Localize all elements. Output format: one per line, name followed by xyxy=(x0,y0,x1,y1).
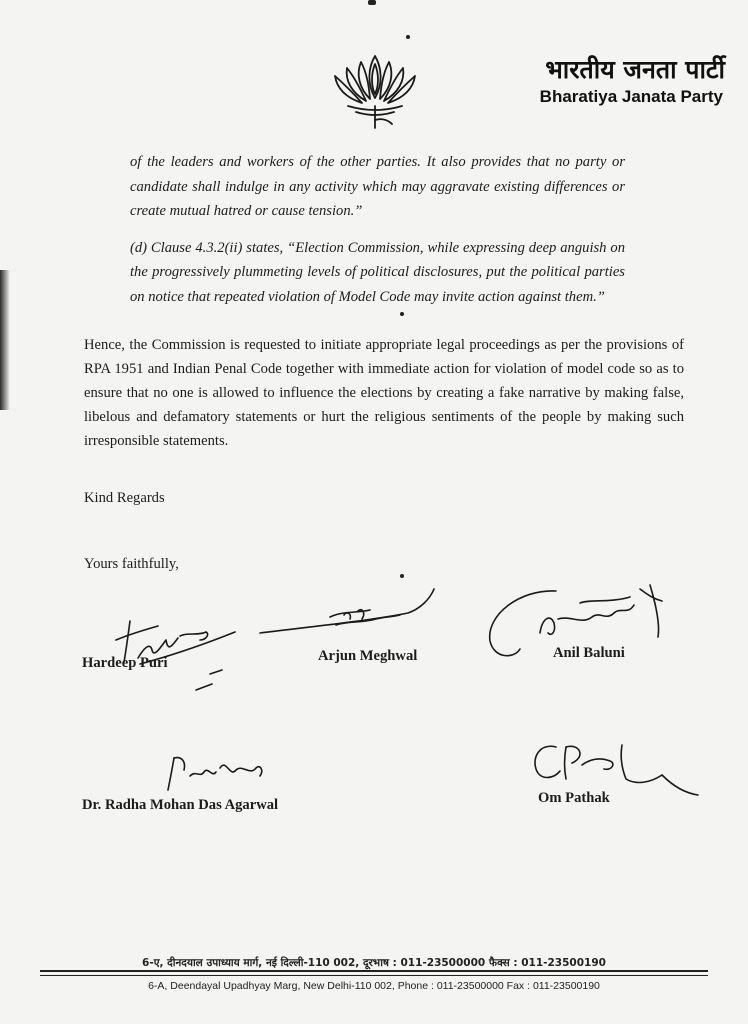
footer-divider xyxy=(40,970,708,972)
clause-paragraph: (d) Clause 4.3.2(ii) states, “Election Commission, while expressing deep anguish on the progressively plummeting levels of political disclosures, put the political parties on notice that repeated violation of Model Code may invite action against them.” xyxy=(130,239,625,305)
signer-name: Om Pathak xyxy=(538,790,610,806)
speck xyxy=(406,35,410,39)
footer-divider xyxy=(40,975,708,976)
lotus-logo-icon xyxy=(330,48,420,130)
footer-address-english: 6-A, Deendayal Upadhyay Marg, New Delhi-110 002, Phone : 011-23500000 Fax : 011-23500190 xyxy=(148,980,600,992)
regards-line: Kind Regards xyxy=(84,490,165,506)
speck xyxy=(400,574,404,578)
closing-line: Yours faithfully, xyxy=(84,556,179,572)
signature-hardeep-puri xyxy=(110,596,250,696)
signature-radha-mohan-das-agarwal xyxy=(160,748,280,798)
top-mark xyxy=(368,0,376,5)
quoted-clauses xyxy=(130,150,625,309)
signer-name: Dr. Radha Mohan Das Agarwal xyxy=(82,797,279,813)
party-name-hindi: भारतीय जनता पार्टी xyxy=(545,55,725,84)
speck xyxy=(400,312,404,316)
party-name-english: Bharatiya Janata Party xyxy=(539,87,723,106)
footer-address-hindi: 6-ए, दीनदयाल उपाध्याय मार्ग, नई दिल्ली-110 002, दूरभाष : 011-23500000 फैक्स : 011-23500190 xyxy=(142,957,606,969)
quote-paragraph: of the leaders and workers of the other parties. It also provides that no party or candidate shall indulge in any activity which may aggravate existing differences or create mutual hatred or cause tension.” xyxy=(130,154,625,219)
signer-name: Anil Baluni xyxy=(553,645,625,661)
signer-name: Hardeep Puri xyxy=(82,655,168,671)
page-edge-shadow xyxy=(0,270,10,410)
request-paragraph: Hence, the Commission is requested to initiate appropriate legal proceedings as per the provisions of RPA 1951 and Indian Penal Code together with immediate action for violation of model code so as to ensure that no one is allowed to influence the elections by creating a fake narrative by making false, libelous and defamatory statements or hurt the religious sentiments of the people by making such irresponsible statements. xyxy=(84,337,684,449)
signer-name: Arjun Meghwal xyxy=(318,648,418,664)
signature-arjun-meghwal xyxy=(258,583,448,643)
